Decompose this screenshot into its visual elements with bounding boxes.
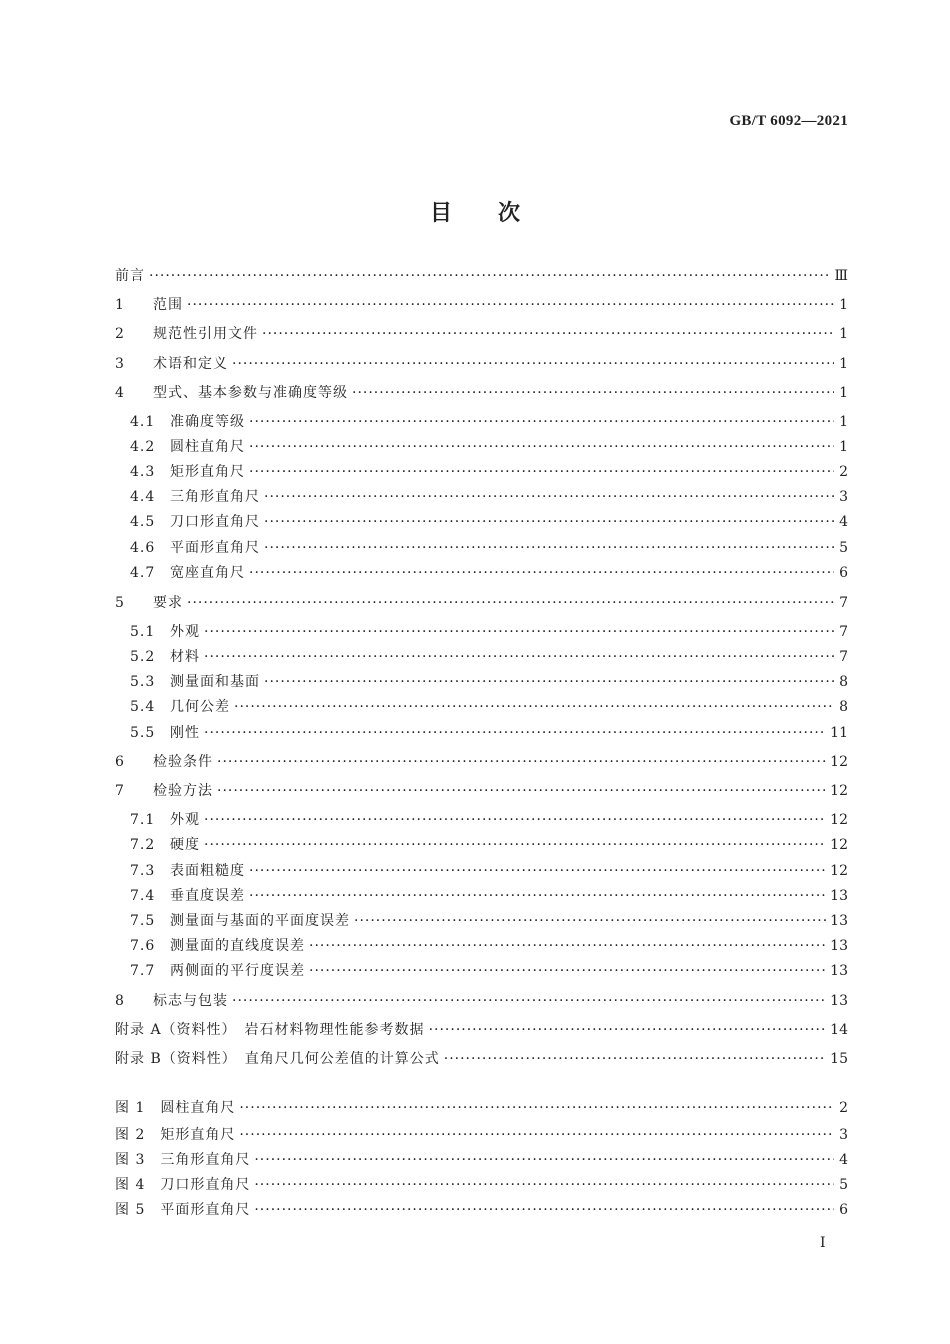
toc-entry[interactable] xyxy=(130,458,848,482)
toc-entry-title xyxy=(115,1020,425,1040)
leader-dots xyxy=(354,911,826,931)
leader-dots xyxy=(204,810,826,830)
toc-entry-page: 13 xyxy=(830,888,848,904)
leader-dots xyxy=(204,723,826,743)
leader-dots xyxy=(254,1175,834,1195)
toc-entry-label: 刀口形直角尺 xyxy=(170,514,260,530)
toc-entry-number: 5 xyxy=(115,595,125,611)
toc-entry-number: 5.4 xyxy=(130,699,156,715)
toc-entry-title xyxy=(130,810,200,830)
toc-entry-number: 5.2 xyxy=(130,649,156,665)
toc-entry-number: 7.4 xyxy=(130,888,156,904)
toc-entry-number: 5.1 xyxy=(130,624,156,640)
leader-dots xyxy=(232,991,826,1011)
toc-entry-label: 外观 xyxy=(170,812,200,828)
toc-entry-label: 附录 B（资料性） 直角尺几何公差值的计算公式 xyxy=(115,1051,440,1067)
toc-entry[interactable] xyxy=(130,831,848,855)
toc-entry[interactable] xyxy=(115,589,848,613)
leader-dots xyxy=(444,1049,826,1069)
toc-entry-title xyxy=(130,462,245,482)
toc-entry-title xyxy=(115,752,213,772)
toc-entry-page: 3 xyxy=(839,489,848,505)
figure-entry-label: 图 4 刀口形直角尺 xyxy=(115,1177,251,1193)
toc-entry-page: 12 xyxy=(830,863,848,879)
toc-entry[interactable] xyxy=(130,693,848,717)
toc-entry-title xyxy=(130,412,245,432)
toc-entry-title xyxy=(130,437,245,457)
leader-dots xyxy=(149,266,830,286)
leader-dots xyxy=(254,1200,834,1220)
toc-entry-title xyxy=(130,886,245,906)
toc-entry-number: 4.4 xyxy=(130,489,156,505)
toc-entry-title xyxy=(130,697,230,717)
toc-entry-page: 1 xyxy=(839,356,848,372)
toc-entry[interactable] xyxy=(130,719,848,743)
toc-entry-page: 8 xyxy=(839,699,848,715)
toc-entry[interactable] xyxy=(130,643,848,667)
toc-entry-title xyxy=(115,1049,440,1069)
toc-entry[interactable] xyxy=(115,748,848,772)
toc-entry-page: Ⅲ xyxy=(834,268,848,284)
toc-entry-label: 测量面与基面的平面度误差 xyxy=(170,913,350,929)
toc-entry-page: 15 xyxy=(830,1051,848,1067)
page-number: Ⅰ xyxy=(820,1235,826,1251)
toc-entry-number: 7 xyxy=(115,783,125,799)
toc-entry[interactable] xyxy=(130,534,848,558)
toc-entry-title xyxy=(130,563,245,583)
leader-dots xyxy=(429,1020,827,1040)
toc-entry-title xyxy=(115,781,213,801)
toc-entry-page: 1 xyxy=(839,297,848,313)
figure-entry[interactable] xyxy=(115,1121,848,1145)
leader-dots xyxy=(239,1098,834,1118)
toc-entry-page: 1 xyxy=(839,326,848,342)
leader-dots xyxy=(249,861,826,881)
toc-entry-label: 前言 xyxy=(115,268,145,284)
toc-entry-number: 4.2 xyxy=(130,439,156,455)
leader-dots xyxy=(262,324,834,344)
toc-entry-number: 4 xyxy=(115,385,125,401)
leader-dots xyxy=(204,622,834,642)
toc-entry-number: 4.1 xyxy=(130,414,156,430)
toc-entry-page: 12 xyxy=(830,812,848,828)
figure-entry-title xyxy=(115,1125,235,1145)
toc-entry-number: 7.3 xyxy=(130,863,156,879)
toc-entry-label: 范围 xyxy=(153,297,183,313)
toc-entry-title xyxy=(130,936,305,956)
toc-entry-label: 术语和定义 xyxy=(153,356,228,372)
figure-entry-title xyxy=(115,1150,250,1170)
leader-dots xyxy=(249,886,826,906)
toc-entry-page: 1 xyxy=(839,414,848,430)
figure-entry-label: 图 1 圆柱直角尺 xyxy=(115,1100,236,1116)
leader-dots xyxy=(264,538,834,558)
leader-dots xyxy=(217,752,826,772)
toc-entry-page: 2 xyxy=(839,464,848,480)
toc-entry[interactable] xyxy=(130,907,848,931)
figure-entry-page: 2 xyxy=(839,1100,848,1116)
leader-dots xyxy=(352,383,834,403)
figure-entry[interactable] xyxy=(115,1171,848,1195)
toc-entry-title xyxy=(115,354,228,374)
leader-dots xyxy=(264,512,834,532)
toc-entry-number: 1 xyxy=(115,297,125,313)
toc-entry-title xyxy=(115,593,183,613)
toc-entry-title xyxy=(130,835,200,855)
toc-entry-page: 12 xyxy=(830,837,848,853)
leader-dots xyxy=(217,781,826,801)
toc-entry-label: 两侧面的平行度误差 xyxy=(170,963,305,979)
figure-entry-title xyxy=(115,1175,250,1195)
figure-entry-page: 6 xyxy=(839,1202,848,1218)
toc-entry-title xyxy=(130,487,260,507)
toc-entry-label: 测量面和基面 xyxy=(170,674,260,690)
toc-entry-label: 垂直度误差 xyxy=(170,888,245,904)
toc-entry-label: 外观 xyxy=(170,624,200,640)
toc-entry-number: 4.3 xyxy=(130,464,156,480)
toc-entry-page: 7 xyxy=(839,649,848,665)
toc-entry-page: 8 xyxy=(839,674,848,690)
figure-entry-page: 3 xyxy=(839,1127,848,1143)
toc-entry-number: 7.6 xyxy=(130,938,156,954)
toc-entry-number: 8 xyxy=(115,993,125,1009)
toc-entry-number: 7.1 xyxy=(130,812,156,828)
toc-entry-label: 三角形直角尺 xyxy=(170,489,260,505)
figure-entry-page: 4 xyxy=(839,1152,848,1168)
toc-entry-label: 准确度等级 xyxy=(170,414,245,430)
toc-entry-number: 5.3 xyxy=(130,674,156,690)
toc-entry-number: 2 xyxy=(115,326,125,342)
toc-entry-page: 1 xyxy=(839,439,848,455)
toc-entry[interactable] xyxy=(115,1016,848,1040)
toc-entry[interactable] xyxy=(130,668,848,692)
figure-entry-label: 图 5 平面形直角尺 xyxy=(115,1202,251,1218)
leader-dots xyxy=(309,961,826,981)
toc-entry-title xyxy=(115,266,145,286)
toc-entry-page: 13 xyxy=(830,913,848,929)
toc-entry-title xyxy=(115,324,258,344)
toc-entry-title xyxy=(130,512,260,532)
toc-entry-label: 规范性引用文件 xyxy=(153,326,258,342)
toc-entry-label: 平面形直角尺 xyxy=(170,540,260,556)
toc-entry[interactable] xyxy=(130,882,848,906)
leader-dots xyxy=(187,295,834,315)
toc-entry-number: 7.2 xyxy=(130,837,156,853)
toc-entry[interactable] xyxy=(130,932,848,956)
toc-entry[interactable] xyxy=(130,483,848,507)
figure-entry-title xyxy=(115,1098,235,1118)
leader-dots xyxy=(239,1125,834,1145)
toc-entry-label: 几何公差 xyxy=(170,699,230,715)
toc-entry-title xyxy=(130,672,260,692)
leader-dots xyxy=(249,563,834,583)
toc-entry[interactable] xyxy=(130,806,848,830)
figure-entry[interactable] xyxy=(115,1196,848,1220)
toc-entry-title xyxy=(130,961,305,981)
toc-entry-label: 刚性 xyxy=(170,725,200,741)
leader-dots xyxy=(264,672,834,692)
toc-entry-label: 硬度 xyxy=(170,837,200,853)
toc-entry-page: 13 xyxy=(830,993,848,1009)
toc-entry-title xyxy=(115,991,228,1011)
toc-entry-label: 宽座直角尺 xyxy=(170,565,245,581)
toc-entry-title xyxy=(130,538,260,558)
leader-dots xyxy=(232,354,834,374)
toc-entry-number: 7.7 xyxy=(130,963,156,979)
toc-entry-label: 检验方法 xyxy=(153,783,213,799)
leader-dots xyxy=(234,697,834,717)
figure-entry[interactable] xyxy=(115,1094,848,1118)
toc-entry-number: 6 xyxy=(115,754,125,770)
toc-entry-title xyxy=(115,383,348,403)
toc-entry[interactable] xyxy=(115,1045,848,1069)
toc-entry-title xyxy=(115,295,183,315)
toc-entry[interactable] xyxy=(130,957,848,981)
toc-entry-label: 圆柱直角尺 xyxy=(170,439,245,455)
toc-entry-page: 7 xyxy=(839,595,848,611)
toc-entry-page: 14 xyxy=(830,1022,848,1038)
toc-entry[interactable] xyxy=(115,320,848,344)
leader-dots xyxy=(309,936,826,956)
figure-entry-page: 5 xyxy=(839,1177,848,1193)
toc-entry-title xyxy=(130,647,200,667)
toc-entry-label: 表面粗糙度 xyxy=(170,863,245,879)
toc-entry-number: 3 xyxy=(115,356,125,372)
figure-entry-label: 图 3 三角形直角尺 xyxy=(115,1152,251,1168)
toc-entry-page: 11 xyxy=(830,725,848,741)
toc-entry-number: 5.5 xyxy=(130,725,156,741)
toc-entry-page: 6 xyxy=(839,565,848,581)
toc-entry[interactable] xyxy=(115,777,848,801)
toc-entry[interactable] xyxy=(115,987,848,1011)
toc-entry-title xyxy=(130,622,200,642)
toc-entry-label: 矩形直角尺 xyxy=(170,464,245,480)
leader-dots xyxy=(204,647,834,667)
figure-entry[interactable] xyxy=(115,1146,848,1170)
toc-entry-title xyxy=(130,723,200,743)
standard-code: GB/T 6092—2021 xyxy=(729,113,848,129)
toc-entry-number: 7.5 xyxy=(130,913,156,929)
toc-entry[interactable] xyxy=(130,433,848,457)
toc-entry-page: 12 xyxy=(830,783,848,799)
leader-dots xyxy=(254,1150,834,1170)
toc-entry-number: 4.6 xyxy=(130,540,156,556)
toc-entry-page: 13 xyxy=(830,963,848,979)
toc-entry[interactable] xyxy=(130,508,848,532)
leader-dots xyxy=(187,593,834,613)
toc-entry-page: 13 xyxy=(830,938,848,954)
toc-entry[interactable] xyxy=(130,559,848,583)
toc-entry-page: 5 xyxy=(839,540,848,556)
toc-entry[interactable] xyxy=(115,262,848,286)
toc-entry-label: 型式、基本参数与准确度等级 xyxy=(153,385,348,401)
toc-entry-page: 4 xyxy=(839,514,848,530)
leader-dots xyxy=(249,412,834,432)
toc-entry-label: 标志与包装 xyxy=(153,993,228,1009)
toc-entry-label: 检验条件 xyxy=(153,754,213,770)
toc-entry[interactable] xyxy=(115,350,848,374)
leader-dots xyxy=(264,487,834,507)
leader-dots xyxy=(249,437,834,457)
toc-entry-page: 12 xyxy=(830,754,848,770)
toc-entry[interactable] xyxy=(130,408,848,432)
toc-entry-label: 要求 xyxy=(153,595,183,611)
toc-entry-label: 测量面的直线度误差 xyxy=(170,938,305,954)
toc-entry[interactable] xyxy=(130,857,848,881)
toc-entry-title xyxy=(130,861,245,881)
toc-entry-title xyxy=(130,911,350,931)
toc-entry[interactable] xyxy=(130,618,848,642)
toc-entry-number: 4.7 xyxy=(130,565,156,581)
figure-entry-title xyxy=(115,1200,250,1220)
toc-entry-label: 材料 xyxy=(170,649,200,665)
leader-dots xyxy=(204,835,826,855)
toc-entry-number: 4.5 xyxy=(130,514,156,530)
page-title: 目次 xyxy=(429,200,566,226)
toc-entry[interactable] xyxy=(115,291,848,315)
toc-entry-page: 1 xyxy=(839,385,848,401)
leader-dots xyxy=(249,462,834,482)
toc-entry-page: 7 xyxy=(839,624,848,640)
toc-entry-label: 附录 A（资料性） 岩石材料物理性能参考数据 xyxy=(115,1022,425,1038)
figure-entry-label: 图 2 矩形直角尺 xyxy=(115,1127,236,1143)
toc-entry[interactable] xyxy=(115,379,848,403)
